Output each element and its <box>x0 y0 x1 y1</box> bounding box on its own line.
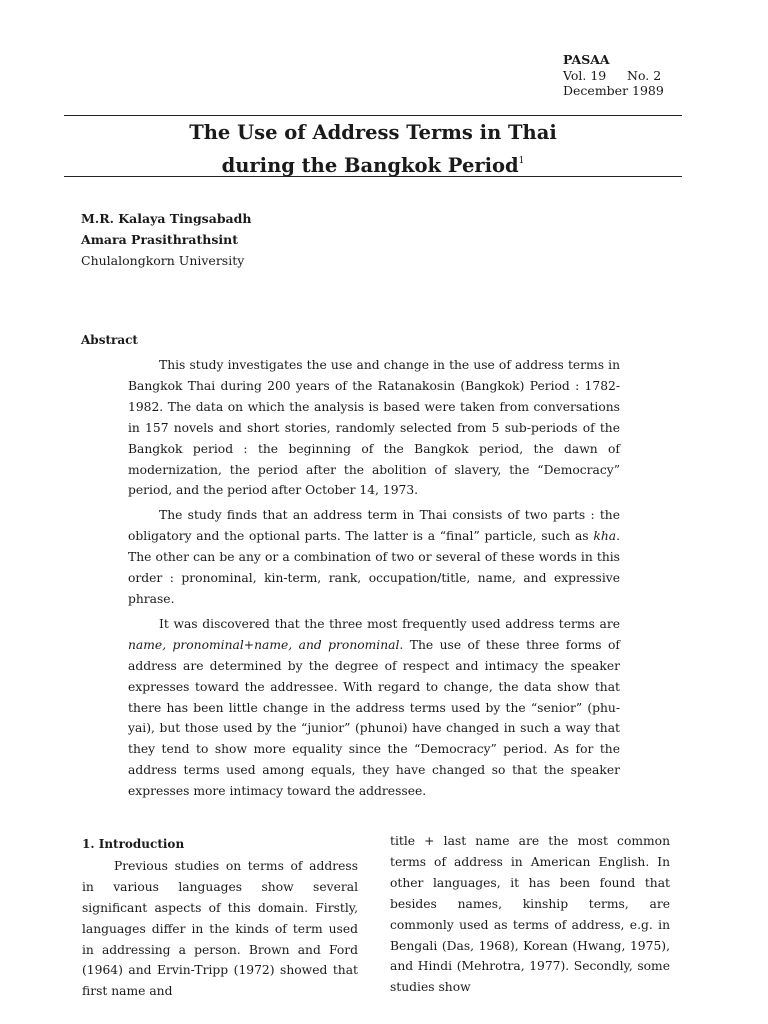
abstract-p2-part-b: . The other can be any or a combination of two or several of these words in this order : pronominal, kin-term, rank, occupation/title, name, and expressive phrase. <box>128 529 620 606</box>
title-top-rule <box>64 115 682 116</box>
title-footnote-mark: 1 <box>518 156 525 166</box>
intro-right-text: title + last name are the most common terms of address in American English. In other languages, it has been found that besides names, kinship terms, are commonly used as terms of address, e.g. in Bengali (Das, 1968), Korean (Hwang, 1975), and Hindi (Mehrotra, 1977). Secondly, some studies show <box>390 834 670 995</box>
abstract-paragraph-1: This study investigates the use and change in the use of address terms in Bangkok Thai during 200 years of the Ratanakosin (Bangkok) Period : 1782-1982. The data on which the analysis is based were taken from conversations in 157 novels and short stories, randomly selected from 5 sub-periods of the Bangkok period : the beginning of the Bangkok period, the dawn of modernization, the period after the abolition of slavery, the “Democracy” period, and the period after October 14, 1973. <box>128 358 620 498</box>
author-2: Amara Prasithrathsint <box>81 232 238 247</box>
affiliation: Chulalongkorn University <box>81 253 245 268</box>
intro-heading: 1. Introduction <box>82 837 185 851</box>
journal-number: No. 2 <box>627 67 662 83</box>
abstract-p2-italic: kha <box>593 529 617 544</box>
journal-date: December 1989 <box>563 83 664 98</box>
intro-left-text: Previous studies on terms of address in various languages show several significant aspects of this domain. Firstly, languages differ in the kinds of term used in addressing a person. Brown and Ford (1964) and Ervin-Tripp (1972) showed that first name and <box>82 858 358 999</box>
abstract-p3-part-a: It was discovered that the three most frequently used address terms are <box>159 616 620 631</box>
intro-left-column <box>82 834 358 1002</box>
title-bottom-rule <box>64 176 682 177</box>
abstract-paragraph-2 <box>128 505 620 610</box>
abstract-paragraph-3 <box>128 614 620 802</box>
intro-right-column <box>390 831 670 998</box>
journal-header <box>563 52 743 99</box>
title-line-1: The Use of Address Terms in Thai <box>189 121 557 144</box>
paper-title <box>64 118 682 180</box>
journal-volume-row <box>563 68 743 84</box>
abstract-p2-part-a: The study finds that an address term in Thai consists of two parts : the obligatory and the optional parts. The latter is a “final” particle, such as <box>128 508 620 544</box>
abstract-p3-part-b: . The use of these three forms of address are determined by the degree of respect and intimacy the speaker expresses toward the addressee. With regard to change, the data show that there has been little change in the address terms used by the “senior” (phu-yai), but those used by the “junior” (phunoi) have changed in such a way that they tend to show more equality since the “Democracy” period. As for the address terms used among equals, they have changed so that the speaker expresses more intimacy toward the addressee. <box>128 637 620 799</box>
abstract-body <box>128 355 620 806</box>
abstract-p3-italic: name, pronominal+name, and pronominal <box>128 637 400 652</box>
author-1: M.R. Kalaya Tingsabadh <box>81 211 252 226</box>
title-line-2-text: during the Bangkok Period <box>221 154 519 177</box>
abstract-heading: Abstract <box>81 333 138 347</box>
journal-name: PASAA <box>563 52 610 67</box>
journal-volume: Vol. 19 <box>563 67 607 83</box>
author-block <box>81 208 252 271</box>
